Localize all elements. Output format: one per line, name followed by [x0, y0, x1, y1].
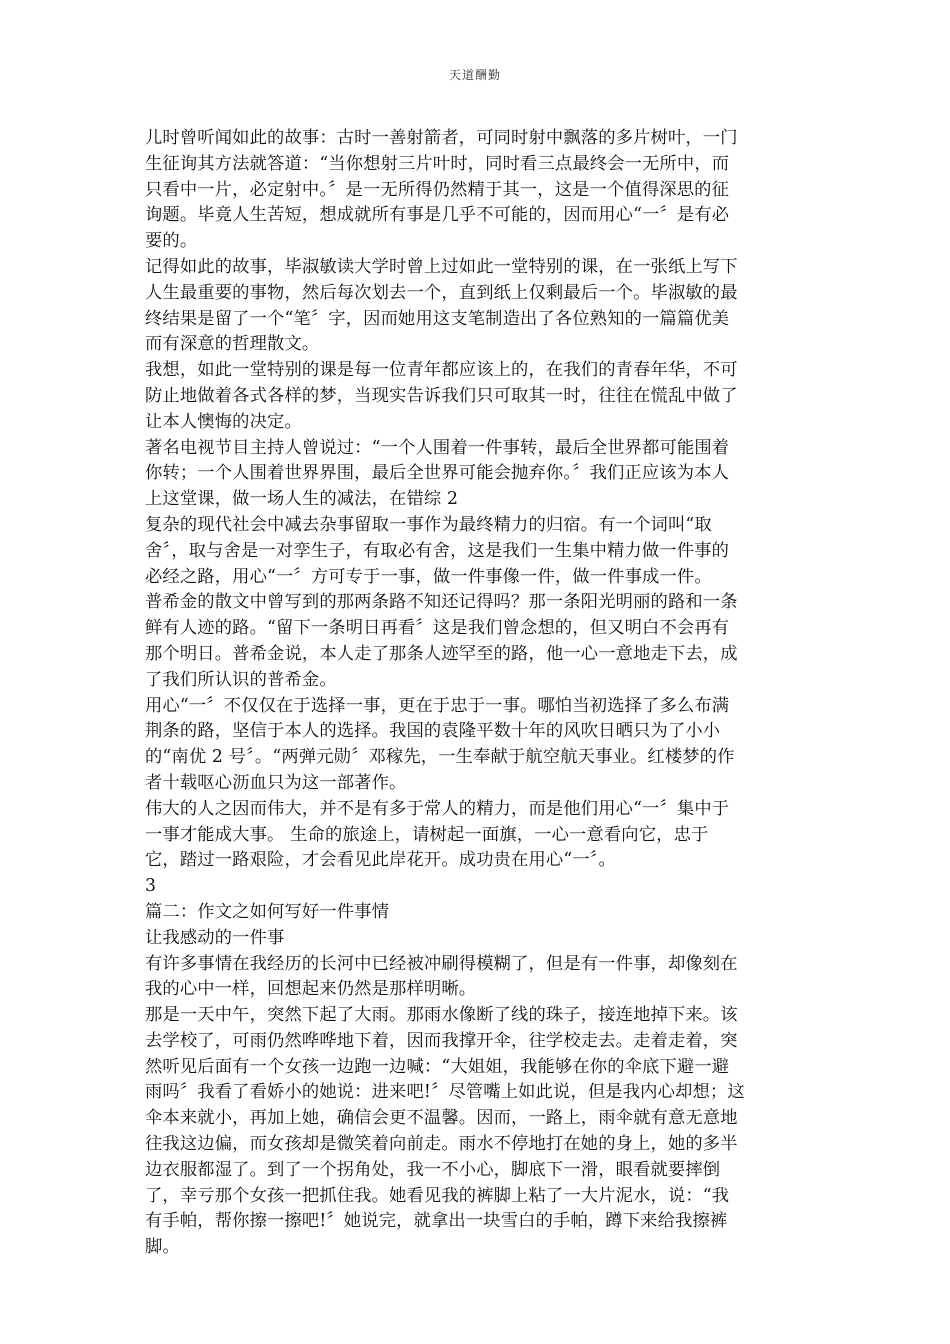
- text-line: 的“南优 2 号〞。“两弹元勋〞邓稼先，一生奉献于航空航天事业。红楼梦的作: [145, 747, 735, 768]
- text-line: 询题。毕竟人生苦短，想成就所有事是几乎不可能的，因而用心“一〞是有必: [145, 205, 730, 226]
- text-line: 然听见后面有一个女孩一边跑一边喊：“大姐姐，我能够在你的伞底下避一避: [145, 1056, 730, 1077]
- text-line: 脚。: [145, 1237, 180, 1258]
- text-line: 复杂的现代社会中减去杂事留取一事作为最终精力的归宿。有一个词叫“取: [145, 514, 712, 535]
- document-body: [145, 126, 807, 1261]
- text-line: 一事才能成大事。 生命的旅途上，请树起一面旗，一心一意看向它，忠于: [145, 824, 709, 845]
- text-line: 鲜有人迹的路。“留下一条明日再看〞这是我们曾念想的，但又明白不会再有: [145, 618, 730, 639]
- text-line: 伞本来就小，再加上她，确信会更不温馨。因而，一路上，雨伞就有意无意地: [145, 1108, 738, 1129]
- text-line: 防止地做着各式各样的梦，当现实告诉我们只可取其一时，往往在慌乱中做了: [145, 385, 738, 406]
- text-line: 我想，如此一堂特别的课是每一位青年都应该上的，在我们的青春年华，不可: [145, 360, 738, 381]
- text-line: 要的。: [145, 231, 198, 252]
- text-line: 你转；一个人围着世界界围，最后全世界可能会抛弃你。〞我们正应该为本人: [145, 463, 730, 484]
- text-line: 有许多事情在我经历的长河中已经被冲刷得模糊了，但是有一件事，却像刻在: [145, 953, 738, 974]
- text-line: 雨吗〞我看了看娇小的她说：进来吧!〞尽管嘴上如此说，但是我内心却想；这: [145, 1082, 745, 1103]
- text-line: 了，幸亏那个女孩一把抓住我。她看见我的裤脚上粘了一大片泥水，说：“我: [145, 1185, 730, 1206]
- page-header: 天道酬勤: [448, 68, 501, 82]
- text-line: 而有深意的哲理散文。: [145, 334, 320, 355]
- text-line: 必经之路，用心“一〞方可专于一事，做一件事像一件，做一件事成一件。: [145, 566, 712, 587]
- text-line: 往我这边偏，而女孩却是微笑着向前走。雨水不停地打在她的身上，她的多半: [145, 1134, 738, 1155]
- text-line: 那是一天中午，突然下起了大雨。那雨水像断了线的珠子，接连地掉下来。该: [145, 1005, 738, 1026]
- text-line: 人生最重要的事物，然后每次划去一个，直到纸上仅剩最后一个。毕淑敏的最: [145, 282, 738, 303]
- text-line: 记得如此的故事，毕淑敏读大学时曾上过如此一堂特别的课，在一张纸上写下: [145, 256, 738, 277]
- text-line: 篇二：作文之如何写好一件事情: [145, 901, 390, 922]
- text-line: 了我们所认识的普希金。: [145, 669, 337, 690]
- text-line: 那个明日。普希金说，本人走了那条人迹罕至的路，他一心一意地走下去，成: [145, 643, 738, 664]
- text-line: 伟大的人之因而伟大，并不是有多于常人的精力，而是他们用心“一〞集中于: [145, 798, 730, 819]
- text-line: 让本人懊悔的决定。: [145, 411, 302, 432]
- text-line: 上这堂课，做一场人生的减法，在错综 2: [145, 489, 459, 510]
- text-line: 去学校了，可雨仍然哗哗地下着，因而我撑开伞，往学校走去。走着走着，突: [145, 1030, 738, 1051]
- text-line: 它，踏过一路艰险，才会看见此岸花开。成功贵在用心“一〞。: [145, 850, 616, 871]
- text-line: 3: [145, 876, 157, 897]
- text-line: 终结果是留了一个“笔〞字，因而她用这支笔制造出了各位熟知的一篇篇优美: [145, 308, 730, 329]
- text-line: 著名电视节目主持人曾说过：“一个人围着一件事转，最后全世界都可能围着: [145, 437, 730, 458]
- text-line: 普希金的散文中曾写到的那两条路不知还记得吗？那一条阳光明丽的路和一条: [145, 592, 738, 613]
- text-line: 让我感动的一件事: [145, 927, 285, 948]
- text-line: 荆条的路，坚信于本人的选择。我国的袁隆平数十年的风吹日晒只为了小小: [145, 721, 721, 742]
- text-line: 边衣服都湿了。到了一个拐角处，我一不小心，脚底下一滑，眼看就要摔倒: [145, 1159, 721, 1180]
- text-line: 儿时曾听闻如此的故事：古时一善射箭者，可同时射中飘落的多片树叶，一门: [145, 128, 738, 148]
- text-line: 生征询其方法就答道：“当你想射三片叶时，同时看三点最终会一无所中，而: [145, 153, 730, 174]
- text-line: 舍〞，取与舍是一对孪生子，有取必有舍，这是我们一生集中精力做一件事的: [145, 540, 730, 561]
- text-line: 有手帕，帮你擦一擦吧!〞她说完，就拿出一块雪白的手帕，蹲下来给我擦裤: [145, 1211, 728, 1232]
- text-line: 用心“一〞不仅仅在于选择一事，更在于忠于一事。哪怕当初选择了多么布满: [145, 695, 730, 716]
- text-line: 我的心中一样，回想起来仍然是那样明晰。: [145, 979, 477, 1000]
- text-line: 者十载呕心沥血只为这一部著作。: [145, 772, 407, 793]
- text-line: 只看中一片，必定射中。〞是一无所得仍然精于其一，这是一个值得深思的征: [145, 179, 730, 200]
